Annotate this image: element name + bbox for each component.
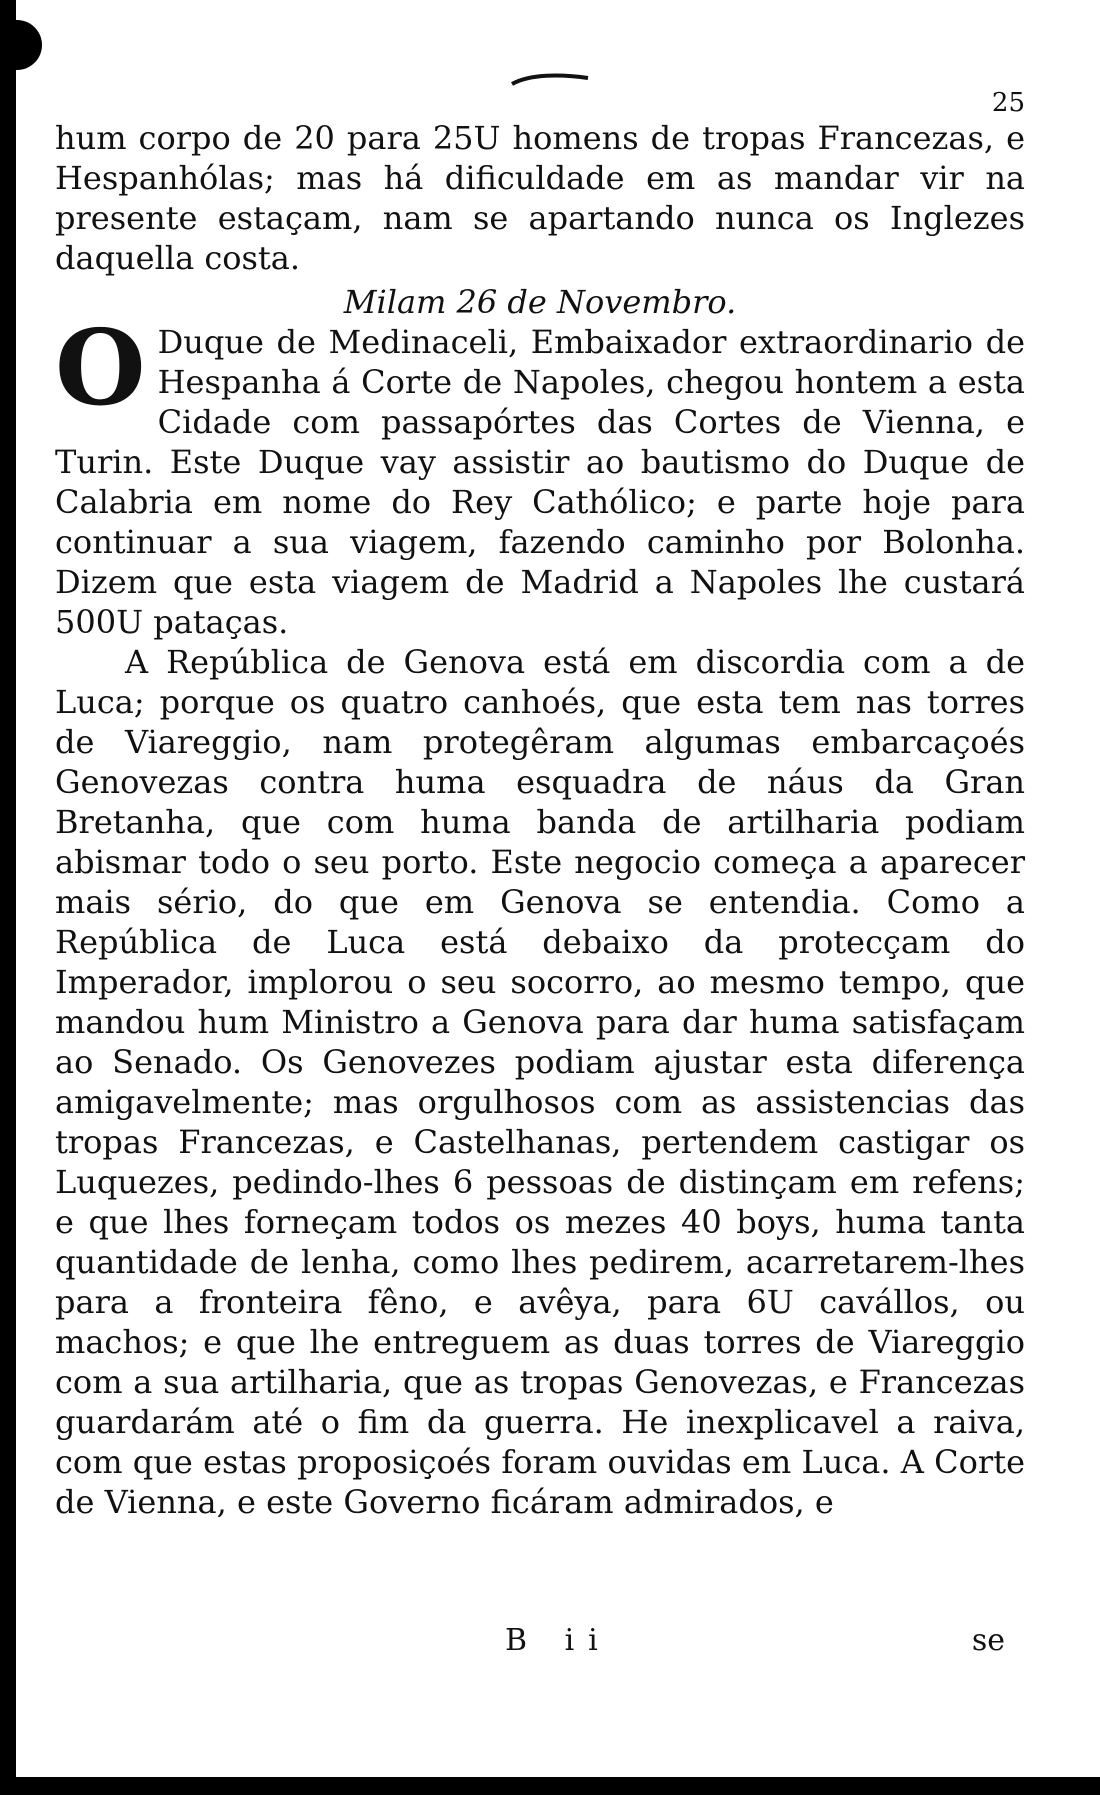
ornament-flourish-icon bbox=[510, 72, 590, 86]
dateline: Milam 26 de Novembro. bbox=[343, 283, 737, 321]
page-number: 25 bbox=[991, 88, 1025, 118]
catchword: se bbox=[971, 1623, 1005, 1658]
scan-border-left bbox=[0, 0, 16, 1795]
paragraph-republica: A República de Genova está em discordia com a de Luca; porque os quatro canhoés, que esta tem nas torres de Viareggio, nam protegêram algumas embarcaçoés Genovezas contra huma esquadra de náus da Gran Bretanha, que com huma banda de artilharia podiam abismar todo o seu porto. Este negocio começa a aparecer mais sério, do que em Genova se entendia. Como a República de Luca está debaixo da protecçam do Imperador, implorou o seu socorro, ao mesmo tempo, que mandou hum Ministro a Genova para dar huma satisfaçam ao Senado. Os Genovezes podiam ajustar esta diferença amigavelmente; mas orgulhosos com as assistencias das tropas Francezas, e Castelhanas, pertendem castigar os Luquezes, pedindo-lhes 6 pessoas de distinçam em refens; e que lhes forneçam todos os mezes 40 boys, huma tanta quantidade de lenha, como lhes pedirem, acarretarem-lhes para a fronteira fêno, e avêya, para 6U cavállos, ou machos; e que lhe entreguem as duas torres de Viareggio com a sua artilharia, que as tropas Genovezas, e Francezas guardarám até o fim da guerra. He inexplicavel a raiva, com que estas proposiçoés foram ouvidas em Luca. A Corte de Vienna, e este Governo ficáram admirados, e bbox=[55, 643, 1025, 1521]
scan-border-notch bbox=[0, 20, 42, 70]
page-footer bbox=[55, 1623, 1025, 1663]
page-header bbox=[55, 88, 1025, 118]
paragraph-continuation: hum corpo de 20 para 25U homens de tropas Francezas, e Hespanhólas; mas há dificuldade em as mandar vir na presente estaçam, nam se apartando nunca os Inglezes daquella costa. bbox=[55, 119, 1025, 277]
paragraph-duque: Duque de Medinaceli, Embaixador extraordinario de Hespanha á Corte de Napoles, chegou hontem a esta Cidade com passapórtes das Cortes de Vienna, e Turin. Este Duque vay assistir ao bautismo do Duque de Calabria em nome do Rey Cathólico; e parte hoje para continuar a sua viagem, fazendo caminho por Bolonha. Dizem que esta viagem de Madrid a Napoles lhe custará 500U pataças. bbox=[55, 323, 1025, 641]
article-milam bbox=[55, 306, 1025, 1522]
document-page bbox=[55, 88, 1025, 1658]
scan-border-bottom bbox=[0, 1777, 1100, 1795]
signature-mark: B ii bbox=[505, 1623, 612, 1658]
drop-cap: O bbox=[55, 306, 146, 429]
